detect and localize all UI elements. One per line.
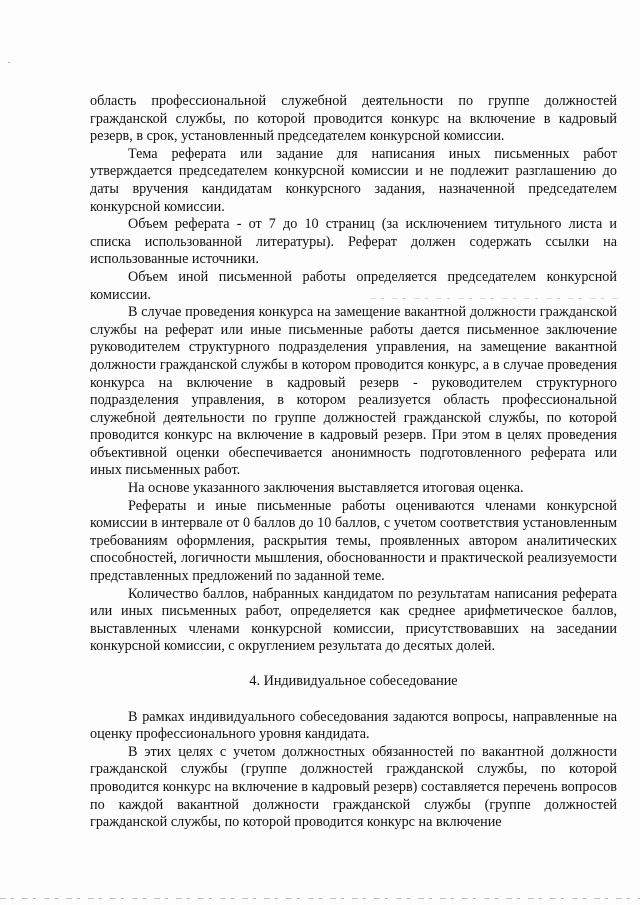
section-heading: 4. Индивидуальное собеседование — [249, 673, 458, 689]
paragraph-8: Количество баллов, набранных кандидатом по результатам написания реферата или иных письменных работ, определяется как среднее арифметическое баллов, выставленных членами конкурсной комиссии, присутствовавших на заседании конкурсной комиссии, с округлением результата до десятых долей. — [90, 585, 617, 655]
paragraph-2: Тема реферата или задание для написания иных письменных работ утверждается председателем конкурсной комиссии и не подлежит разглашению до даты вручения кандидатам конкурсного задания, назначенной председателем конкурсной комиссии. — [90, 145, 617, 215]
paragraph-1: область профессиональной служебной деятельности по группе должностей гражданской службы, по которой проводится конкурс на включение в кадровый резерв, в срок, установленный председателем конкурсной комиссии. — [90, 93, 617, 145]
paragraph-3: Объем реферата - от 7 до 10 страниц (за исключением титульного листа и списка использованной литературы). Реферат должен содержать ссылки на использованные источники. — [90, 216, 617, 268]
paragraph-4: Объем иной письменной работы определяется председателем конкурсной комиссии. — [90, 268, 617, 303]
paragraph-5: В случае проведения конкурса на замещение вакантной должности гражданской службы на реферат или иные письменные работы дается письменное заключение руководителем структурного подразделения управления, на замещение вакантной должности гражданской службы в котором проводится конкурс, а в случае проведения конкурса на включение в кадровый резерв - руководителем структурного подразделения управления, в котором реализуется область профессиональной служебной деятельности по группе должностей гражданской службы, по которой проводится конкурс на включение в кадровый резерв. При этом в целях проведения объективной оценки обеспечивается анонимность подготовленного реферата или иных письменных работ. — [90, 304, 617, 479]
scan-artifact-bottom — [0, 898, 640, 899]
document-body — [90, 93, 617, 832]
section-paragraph-1: В рамках индивидуального собеседования задаются вопросы, направленные на оценку профессионального уровня кандидата. — [90, 708, 617, 743]
scan-speck — [8, 62, 10, 63]
section-paragraph-2: В этих целях с учетом должностных обязанностей по вакантной должности гражданской службы (группе должностей гражданской службы, по которой проводится конкурс на включение в кадровый резерв) составляется перечень вопросов по каждой вакантной должности гражданской службы (группе должностей гражданской службы, по которой проводится конкурс на включение — [90, 743, 617, 831]
paragraph-7: Рефераты и иные письменные работы оцениваются членами конкурсной комиссии в интервале от 0 баллов до 10 баллов, с учетом соответствия установленным требованиям оформления, раскрытия темы, проявленных автором аналитических способностей, логичности мышления, обоснованности и практической реализуемости представленных предложений по заданной теме. — [90, 497, 617, 585]
paragraph-6: На основе указанного заключения выставляется итоговая оценка. — [128, 480, 524, 497]
